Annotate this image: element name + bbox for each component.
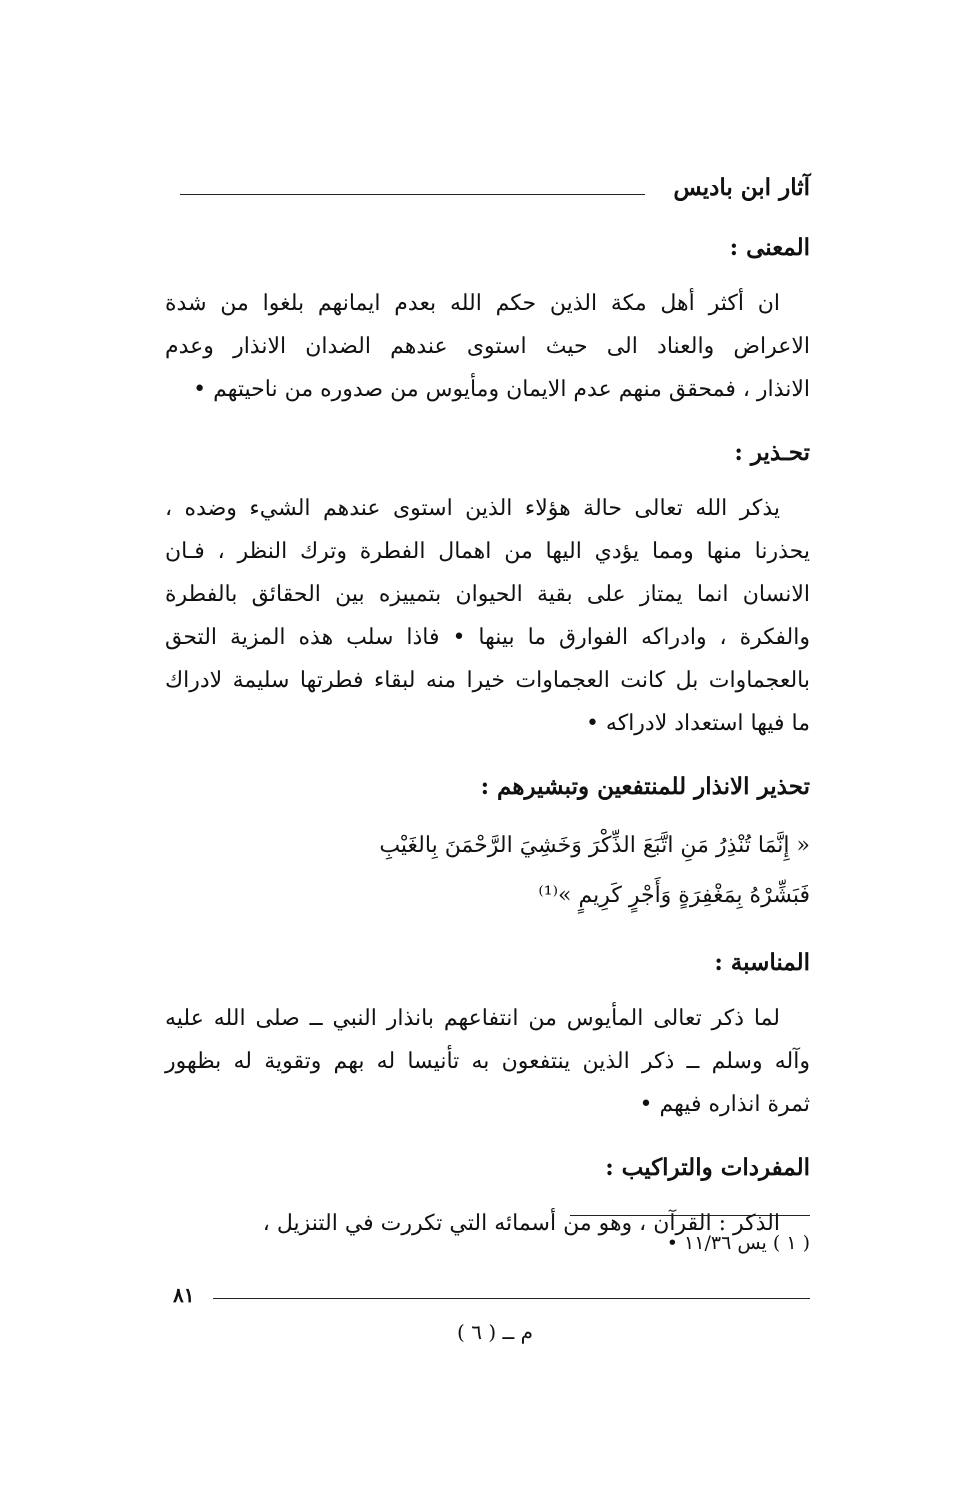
- page-number: ٨١: [173, 1283, 195, 1307]
- text-line: الانذار ، فمحقق منهم عدم الايمان ومأيوس من صدوره من ناحيتهم •: [193, 377, 810, 402]
- page-footer: [165, 1282, 810, 1312]
- section-heading: المعنى :: [729, 234, 810, 261]
- section-heading: تحذير الانذار للمنتفعين وتبشيرهم :: [480, 773, 810, 800]
- verse-line: فَبَشِّرْهُ بِمَغْفِرَةٍ وَأَجْرٍ كَرِيمٍ »⁽¹⁾: [538, 883, 810, 908]
- footer-rule: [213, 1298, 810, 1299]
- section-heading: تحـذير :: [734, 439, 810, 466]
- text-line: الاعراض والعناد الى حيث استوى عندهم الضدان الانذار وعدم: [165, 334, 810, 359]
- text-line: ما فيها استعداد لادراكه •: [585, 711, 810, 736]
- header-rule: [180, 194, 645, 195]
- text-line: والفكرة ، وادراكه الفوارق ما بينها • فاذا سلب هذه المزية التحق: [165, 625, 810, 650]
- printer-signature: م ــ ( ٦ ): [457, 1320, 533, 1344]
- section-relevance: [165, 943, 810, 1126]
- text-line: وآله وسلم ــ ذكر الذين ينتفعون به تأنيسا له بهم وتقوية له بظهور: [165, 1049, 810, 1074]
- text-line: الانسان انما يمتاز على بقية الحيوان بتمييزه بين الحقائق بالفطرة: [165, 582, 810, 607]
- paragraph: [165, 487, 810, 745]
- section-heading: المناسبة :: [714, 949, 810, 976]
- text-line: لما ذكر تعالى المأيوس من انتفاعهم بانذار النبي ــ صلى الله عليه: [165, 1006, 780, 1031]
- running-header: [160, 172, 810, 212]
- text-line: ثمرة انذاره فيهم •: [639, 1092, 810, 1117]
- section-verse: [165, 767, 810, 921]
- running-title: آثار ابن باديس: [673, 174, 810, 201]
- section-meaning: [165, 228, 810, 411]
- paragraph: [165, 997, 810, 1126]
- text-line: يحذرنا منها ومما يؤدي اليها من اهمال الفطرة وترك النظر ، فـان: [165, 539, 810, 564]
- page-body: [165, 228, 810, 1245]
- paragraph: [165, 282, 810, 411]
- verse-line: « إِنَّمَا تُنْذِرُ مَنِ اتَّبَعَ الذِّكْرَ وَخَشِيَ الرَّحْمَنَ بِالغَيْبِ: [379, 833, 810, 858]
- footnote: ( ١ ) يس ١١/٣٦ •: [666, 1232, 810, 1254]
- text-line: ان أكثر أهل مكة الذين حكم الله بعدم ايمانهم بلغوا من شدة: [165, 291, 780, 316]
- section-heading: المفردات والتراكيب :: [605, 1154, 810, 1181]
- section-warning: [165, 433, 810, 745]
- text-line: الذكر : القرآن ، وهو من أسمائه التي تكررت في التنزيل ،: [262, 1211, 780, 1236]
- quran-verse: [165, 821, 810, 921]
- footnote-rule: [570, 1215, 810, 1216]
- text-line: يذكر الله تعالى حالة هؤلاء الذين استوى عندهم الشيء وضده ،: [165, 496, 780, 521]
- text-line: بالعجماوات بل كانت العجماوات خيرا منه لبقاء فطرتها سليمة لادراك: [165, 668, 810, 693]
